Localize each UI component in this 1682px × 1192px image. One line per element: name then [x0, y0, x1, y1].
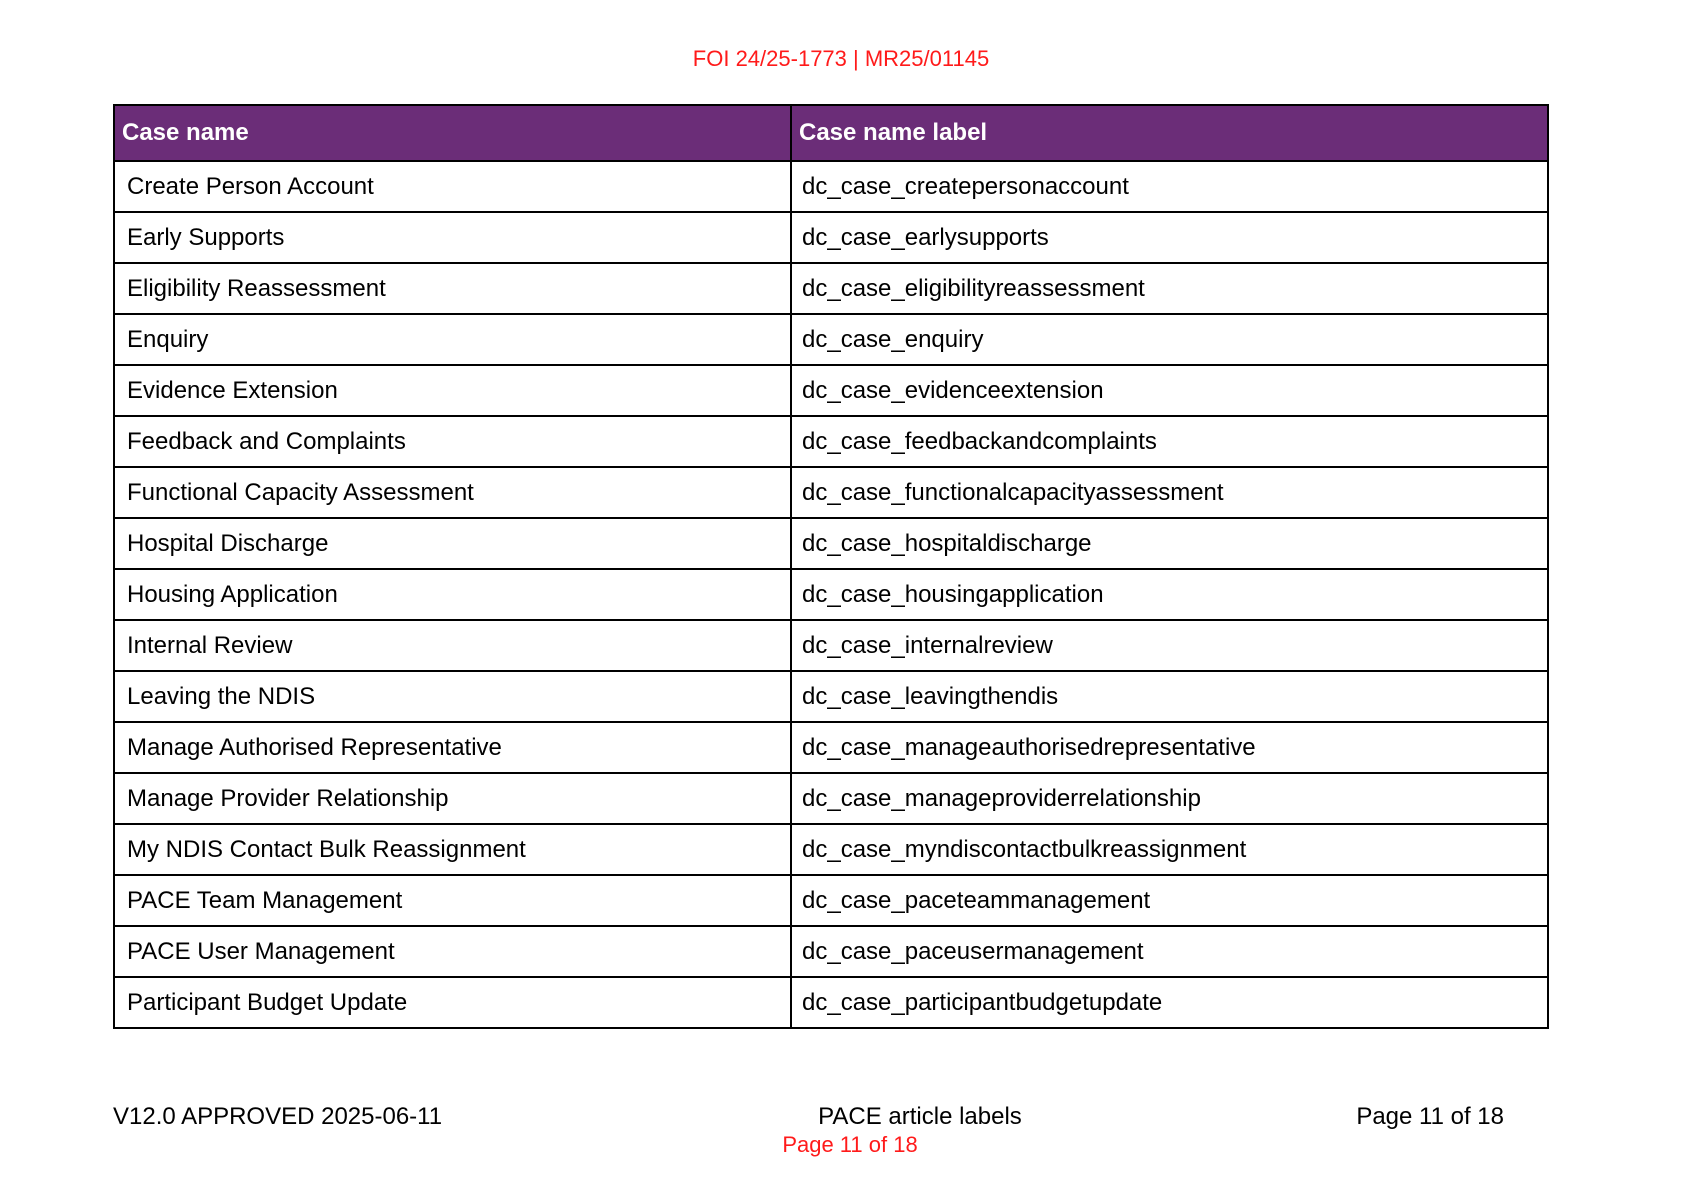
case-label-cell: dc_case_participantbudgetupdate [791, 977, 1548, 1028]
case-name-cell: Functional Capacity Assessment [114, 467, 791, 518]
case-label-cell: dc_case_functionalcapacityassessment [791, 467, 1548, 518]
case-label-cell: dc_case_manageproviderrelationship [791, 773, 1548, 824]
table-row [114, 926, 1548, 977]
table-row [114, 314, 1548, 365]
footer-version: V12.0 APPROVED 2025-06-11 [113, 1103, 443, 1130]
case-name-cell: Manage Provider Relationship [114, 773, 791, 824]
case-name-cell: Leaving the NDIS [114, 671, 791, 722]
case-label-cell: dc_case_earlysupports [791, 212, 1548, 263]
footer-page-number: Page 11 of 18 [1356, 1103, 1504, 1130]
case-label-cell: dc_case_hospitaldischarge [791, 518, 1548, 569]
page-number-stamp: Page 11 of 18 [782, 1132, 918, 1157]
table-row [114, 161, 1548, 212]
table-row [114, 365, 1548, 416]
case-name-cell: Feedback and Complaints [114, 416, 791, 467]
case-label-cell: dc_case_paceteammanagement [791, 875, 1548, 926]
table-row [114, 824, 1548, 875]
column-header-case-name: Case name [114, 105, 791, 161]
case-name-cell: Create Person Account [114, 161, 791, 212]
case-name-cell: PACE Team Management [114, 875, 791, 926]
case-name-cell: Internal Review [114, 620, 791, 671]
table-header [114, 105, 1548, 161]
column-header-case-name-label: Case name label [791, 105, 1548, 161]
table-row [114, 977, 1548, 1028]
table-row [114, 773, 1548, 824]
table-row [114, 467, 1548, 518]
case-name-cell: PACE User Management [114, 926, 791, 977]
table-row [114, 671, 1548, 722]
case-label-cell: dc_case_myndiscontactbulkreassignment [791, 824, 1548, 875]
case-labels-table [113, 104, 1549, 1029]
case-label-cell: dc_case_manageauthorisedrepresentative [791, 722, 1548, 773]
case-name-cell: Housing Application [114, 569, 791, 620]
table-row [114, 875, 1548, 926]
table-row [114, 416, 1548, 467]
table-row [114, 263, 1548, 314]
case-label-cell: dc_case_eligibilityreassessment [791, 263, 1548, 314]
table-row [114, 722, 1548, 773]
table-header-row [114, 105, 1548, 161]
case-label-cell: dc_case_evidenceextension [791, 365, 1548, 416]
case-name-cell: My NDIS Contact Bulk Reassignment [114, 824, 791, 875]
table-row [114, 212, 1548, 263]
case-name-cell: Eligibility Reassessment [114, 263, 791, 314]
footer-document-title: PACE article labels [818, 1103, 1022, 1130]
case-name-cell: Participant Budget Update [114, 977, 791, 1028]
case-name-cell: Manage Authorised Representative [114, 722, 791, 773]
table-row [114, 518, 1548, 569]
table-row [114, 569, 1548, 620]
case-name-cell: Enquiry [114, 314, 791, 365]
table-row [114, 620, 1548, 671]
case-label-cell: dc_case_enquiry [791, 314, 1548, 365]
case-label-cell: dc_case_internalreview [791, 620, 1548, 671]
case-label-cell: dc_case_createpersonaccount [791, 161, 1548, 212]
table-body [114, 161, 1548, 1028]
case-name-cell: Hospital Discharge [114, 518, 791, 569]
case-label-cell: dc_case_paceusermanagement [791, 926, 1548, 977]
case-name-cell: Early Supports [114, 212, 791, 263]
case-name-cell: Evidence Extension [114, 365, 791, 416]
foi-reference-stamp: FOI 24/25-1773 | MR25/01145 [692, 46, 990, 71]
case-label-cell: dc_case_feedbackandcomplaints [791, 416, 1548, 467]
case-label-cell: dc_case_leavingthendis [791, 671, 1548, 722]
case-label-cell: dc_case_housingapplication [791, 569, 1548, 620]
